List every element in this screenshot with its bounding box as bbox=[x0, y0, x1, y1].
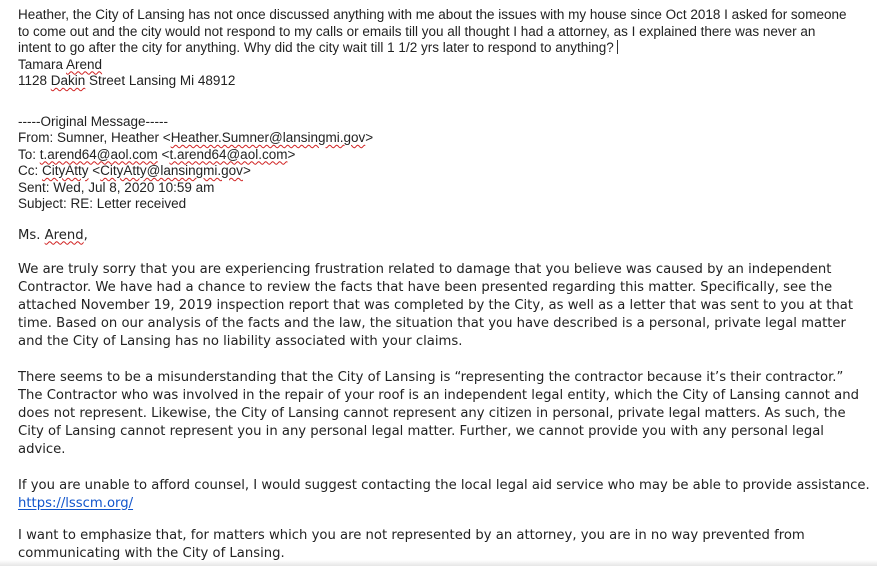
salutation-prefix: Ms. bbox=[18, 227, 45, 243]
paragraph-3 bbox=[18, 477, 870, 513]
email-body bbox=[18, 7, 870, 563]
cc-end: > bbox=[242, 163, 251, 178]
sent-line: Sent: Wed, Jul 8, 2020 10:59 am bbox=[18, 179, 215, 195]
reply-line: to come out and the city would not respond to my calls or emails till you all thought I had a attorney, as I explained there was never an bbox=[18, 23, 816, 39]
address-street: Dakin bbox=[50, 73, 86, 88]
spacer bbox=[18, 90, 870, 114]
salutation-suffix: , bbox=[83, 227, 88, 243]
original-message-header bbox=[18, 114, 870, 213]
subject-line: Subject: RE: Letter received bbox=[18, 196, 187, 211]
signature-name bbox=[18, 57, 870, 74]
paragraph-1: We are truly sorry that you are experiencing frustration related to damage that you believe was caused by an independent Contractor. We have had a chance to review the facts that have been presented regarding this matter. Specifically, see the attached November 19, 2019 inspection report that was completed by the City, as well as a letter that was sent to you at that time. Based on our analysis of the facts and the law, the situation that you have described is a personal, private legal matter and the City of Lansing has no liability associated with your claims. bbox=[18, 261, 854, 349]
from-label: From: Sumner, Heather < bbox=[18, 130, 171, 145]
spacer bbox=[18, 245, 870, 261]
viewport-bottom-edge bbox=[0, 560, 877, 566]
paragraph-4: I want to emphasize that, for matters which you are not represented by an attorney, you are in no way prevented from communicating with the City of Lansing. bbox=[18, 527, 805, 561]
reply-line-text: intent to go after the city for anything. Why did the city wait till 1 1/2 yrs later to respond to anything? bbox=[18, 40, 614, 55]
signature-first-name: Tamara bbox=[18, 56, 67, 72]
to-label: To: bbox=[18, 146, 40, 162]
cc-email[interactable]: CityAtty@lansingmi.gov bbox=[100, 163, 243, 178]
to-mid: < bbox=[157, 146, 170, 162]
address-number: 1128 bbox=[18, 73, 51, 88]
signature-address bbox=[18, 73, 870, 90]
reply-text[interactable] bbox=[18, 7, 870, 57]
paragraph-2: There seems to be a misunderstanding that the City of Lansing is “representing the contractor because it’s their contractor.” The Contractor who was involved in the repair of your roof is an independent legal entity, which the City of Lansing cannot and does not represent. Likewise, the City of Lansing cannot represent any citizen in personal, private legal matters. As such, the City of Lansing cannot represent you in any personal legal matter. Further, we cannot provide you with any personal legal advice. bbox=[18, 369, 859, 457]
cc-line bbox=[18, 163, 870, 180]
spacer bbox=[18, 513, 870, 527]
reply-line bbox=[18, 40, 870, 57]
cc-name[interactable]: CityAtty bbox=[42, 163, 89, 178]
signature bbox=[18, 57, 870, 90]
legal-aid-link[interactable]: https://lsscm.org/ bbox=[18, 495, 134, 511]
text-cursor bbox=[617, 40, 618, 54]
from-end: > bbox=[365, 130, 374, 145]
reply-line: Heather, the City of Lansing has not once discussed anything with me about the issues with my house since Oct 2018 I asked for someone bbox=[18, 7, 847, 22]
salutation bbox=[18, 227, 870, 245]
signature-last-name: Arend bbox=[66, 56, 103, 72]
cc-label: Cc: bbox=[18, 163, 43, 178]
to-end: > bbox=[287, 146, 296, 162]
original-separator: -----Original Message----- bbox=[18, 113, 169, 129]
to-line bbox=[18, 147, 870, 164]
spacer bbox=[18, 459, 870, 477]
to-email[interactable]: t.arend64@aol.com bbox=[39, 146, 158, 162]
spacer bbox=[18, 351, 870, 369]
letter-body bbox=[18, 227, 870, 563]
spacer bbox=[18, 213, 870, 227]
address-rest: Street Lansing Mi 48912 bbox=[85, 73, 236, 88]
to-email-secondary[interactable]: t.arend64@aol.com bbox=[169, 146, 288, 162]
from-email[interactable]: Heather.Sumner@lansingmi.gov bbox=[170, 130, 366, 145]
salutation-name: Arend bbox=[44, 227, 84, 243]
from-line bbox=[18, 130, 870, 147]
cc-mid: < bbox=[88, 163, 101, 178]
paragraph-3-text: If you are unable to afford counsel, I would suggest contacting the local legal aid service who may be able to provide assistance. bbox=[18, 477, 870, 493]
